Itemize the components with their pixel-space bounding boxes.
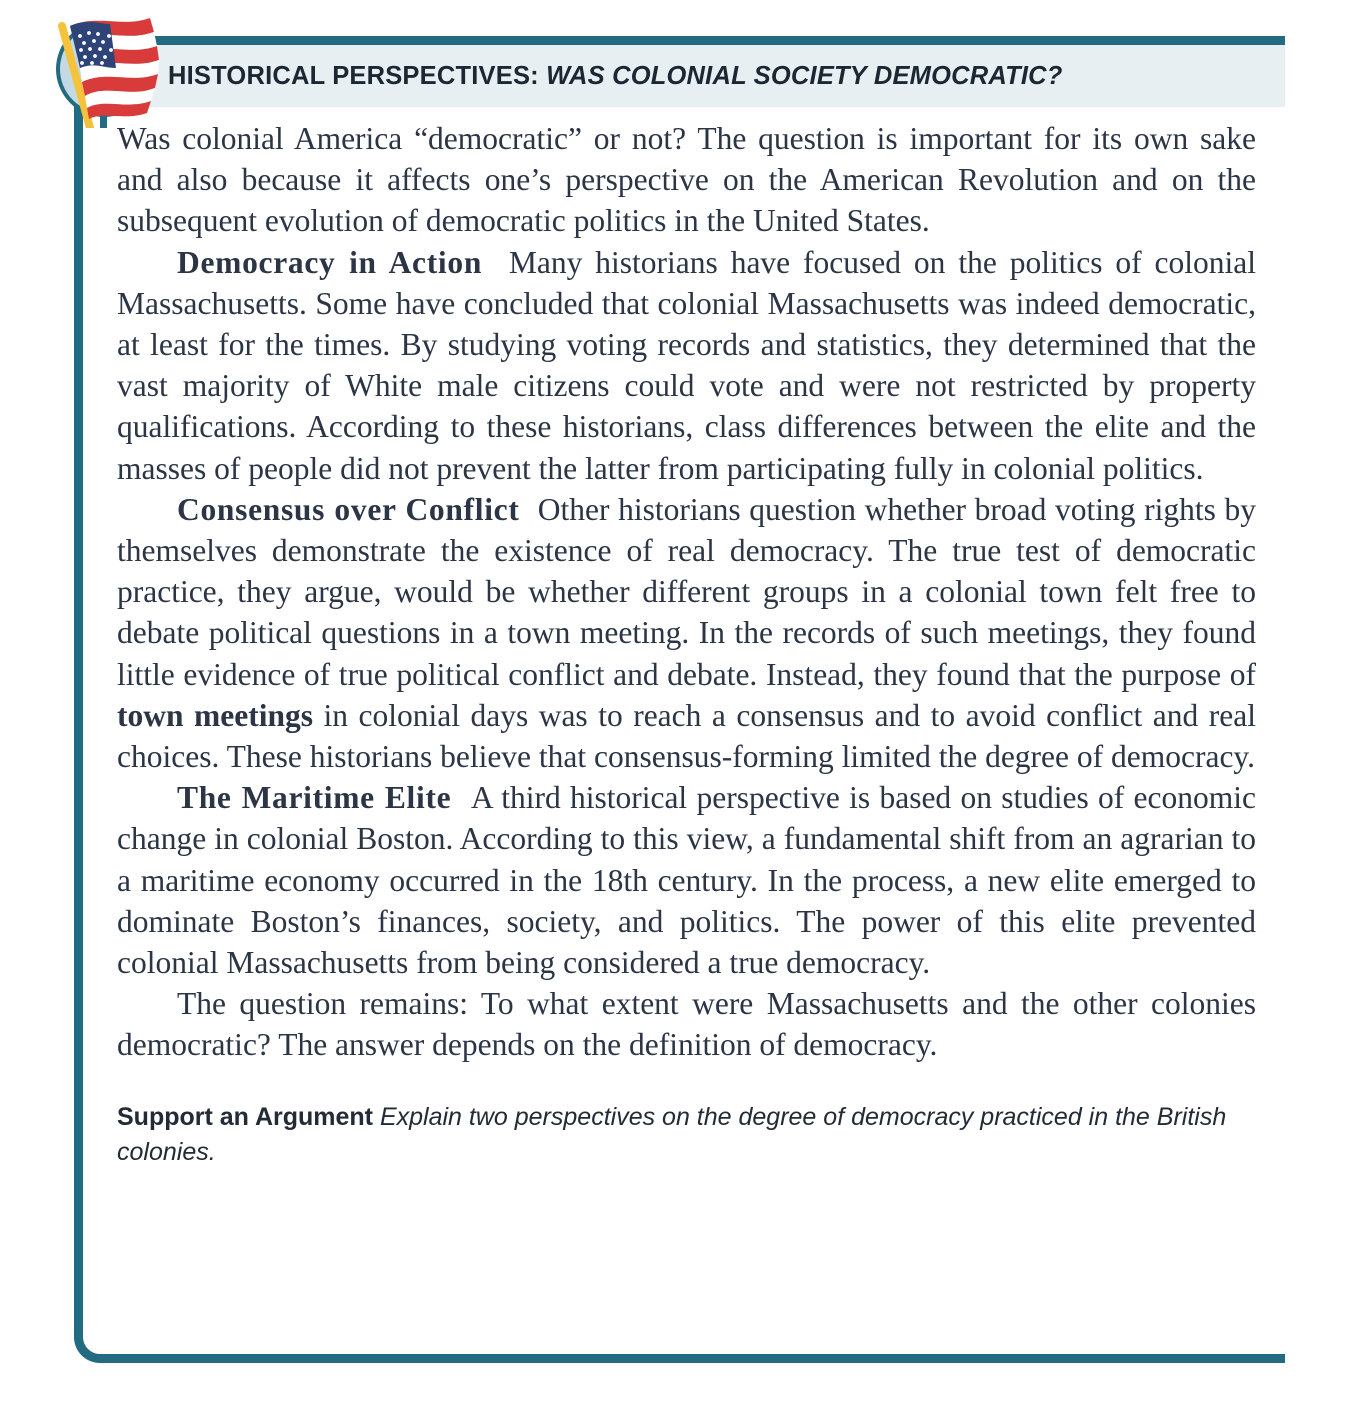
paragraph-heading-democracy-in-action: Democracy in Action [177,244,483,280]
paragraph-intro-text: Was colonial America “democratic” or not? The question is important for its own sake and also because it affects one’s perspective on the American Revolution and on the subsequent evolution of democratic politics in the United States. [117,121,1256,239]
paragraph-consensus-over-conflict [117,489,1256,777]
article-body [117,118,1256,1170]
paragraph-democracy-in-action [117,242,1256,489]
paragraph-maritime-elite-text: A third historical perspective is based on studies of economic change in colonial Boston. According to this view, a fundamental shift from an agrarian to a maritime economy occurred in the 18th century. In the process, a new elite emerged to dominate Boston’s finances, society, and politics. The power of this elite prevented colonial Massachusetts from being considered a true democracy. [117,780,1256,981]
paragraph-intro [117,118,1256,242]
paragraph-conclusion-text: The question remains: To what extent were Massachusetts and the other colonies democratic? The answer depends on the definition of democracy. [117,986,1256,1063]
support-an-argument-text: Explain two perspectives on the degree of democracy practiced in the British colonies. [117,1102,1227,1166]
page-title [168,62,1063,91]
support-an-argument-label: Support an Argument [117,1102,374,1131]
paragraph-democracy-in-action-text: Many historians have focused on the politics of colonial Massachusetts. Some have concluded that colonial Massachusetts was indeed democratic, at least for the times. By studying voting records and statistics, they determined that the vast majority of White male citizens could vote and were not restricted by property qualifications. According to these historians, class differences between the elite and the masses of people did not prevent the latter from participating fully in colonial politics. [117,244,1257,486]
inline-bold-town-meetings: town meetings [117,697,313,733]
paragraph-heading-the-maritime-elite: The Maritime Elite [177,780,452,816]
header-lead-label: HISTORICAL PERSPECTIVES: [168,61,539,90]
paragraph-heading-consensus-over-conflict: Consensus over Conflict [177,491,520,527]
paragraph-consensus-text-part2: in colonial days was to reach a consensus and to avoid conflict and real choices. These historians believe that consensus-forming limited the degree of democracy. [117,697,1256,775]
paragraph-consensus-text-part1: Other historians question whether broad voting rights by themselves demonstrate the existence of real democracy. The true test of democratic practice, they argue, would be whether different groups in a colonial town felt free to debate political questions in a town meeting. In the records of such meetings, they found little evidence of true political conflict and debate. Instead, they found that the purpose of [117,491,1257,692]
feature-header-band [83,36,1285,107]
paragraph-the-maritime-elite [117,777,1256,983]
support-an-argument-prompt [117,1100,1256,1170]
american-flag-icon [44,12,160,128]
paragraph-conclusion [117,983,1256,1065]
header-subtitle: WAS COLONIAL SOCIETY DEMOCRATIC? [538,61,1063,90]
